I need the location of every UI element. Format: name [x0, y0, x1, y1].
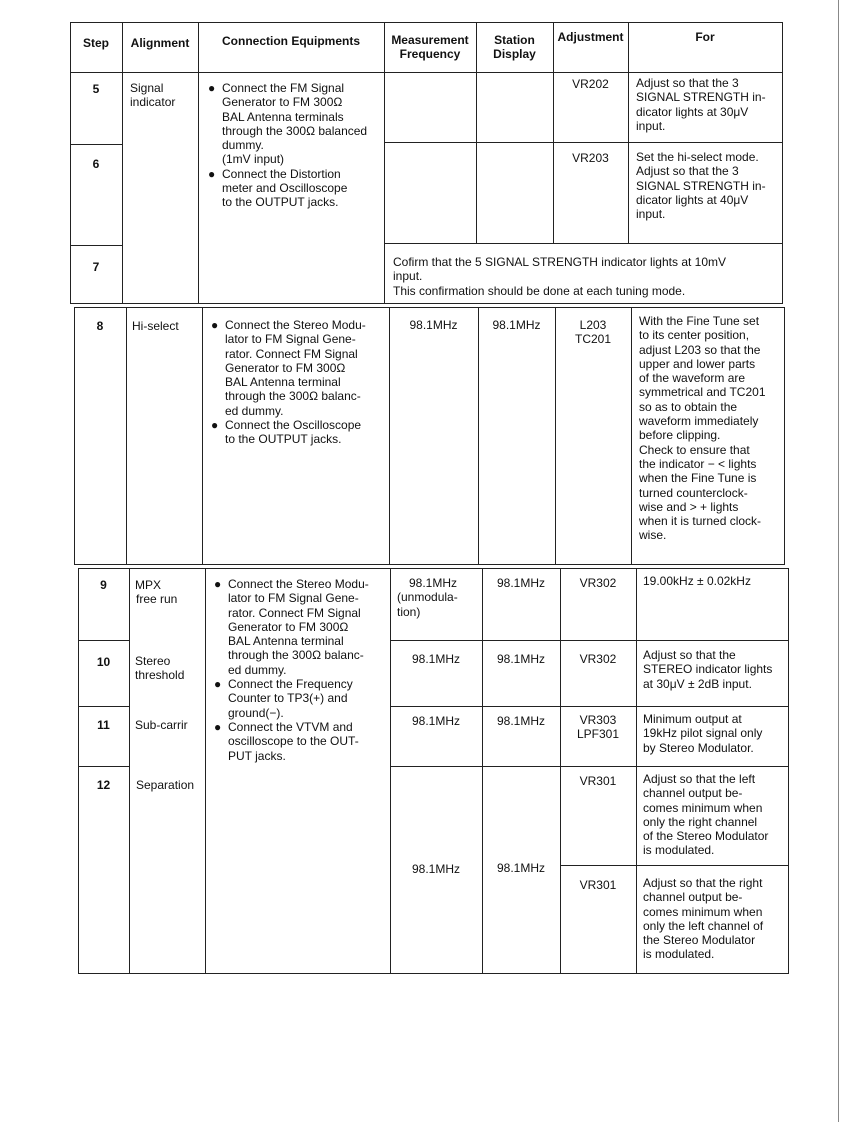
step-7: 7 [92, 260, 100, 274]
measurement-12: 98.1MHz [411, 862, 461, 876]
alignment-5: Signal indicator [130, 81, 176, 110]
connection-5-6-item-2: ● Connect the Distortion meter and Oscilloscope to the OUTPUT jacks. [208, 166, 348, 210]
header-alignment: Alignment [130, 36, 190, 50]
measurement-8: 98.1MHz [409, 318, 458, 332]
page-edge-line [838, 0, 839, 1122]
adjustment-12a: VR301 [579, 774, 617, 788]
alignment-9: MPX free run [135, 578, 178, 607]
adjustment-9: VR302 [579, 576, 617, 590]
for-9: 19.00kHz ± 0.02kHz [643, 574, 751, 588]
connection-9-12-item-3: ● Connect the VTVM and oscilloscope to the OUT- PUT jacks. [214, 719, 359, 763]
measurement-10: 98.1MHz [411, 652, 461, 666]
connection-8-item-1: ● Connect the Stereo Modu- lator to FM Signal Gene- rator. Connect FM Signal Generator to FM 300Ω BAL Antenna terminal through the 300Ω balanc- ed dummy. [211, 318, 366, 418]
for-12a: Adjust so that the left channel output be- comes minimum when only the right channel of the Stereo Modulator is modulated. [643, 772, 769, 858]
connection-5-6 [207, 81, 379, 210]
adjustment-6: VR203 [572, 151, 609, 165]
for-11: Minimum output at 19kHz pilot signal only by Stereo Modulator. [643, 712, 763, 755]
step-11: 11 [97, 718, 110, 732]
note-7: Cofirm that the 5 SIGNAL STRENGTH indicator lights at 10mV input. This confirmation should be done at each tuning mode. [393, 255, 727, 298]
station-12: 98.1MHz [496, 861, 546, 875]
for-12b: Adjust so that the right channel output be- comes minimum when only the left channel of the Stereo Modulator is modulated. [643, 876, 764, 962]
alignment-8: Hi-select [132, 319, 179, 333]
alignment-11: Sub-carrir [135, 718, 188, 732]
header-step: Step [82, 36, 109, 50]
adjustment-12b: VR301 [579, 878, 617, 892]
station-10: 98.1MHz [496, 652, 546, 666]
measurement-9: 98.1MHz (unmodula- tion) [397, 576, 458, 619]
adjustment-11: VR303 LPF301 [576, 713, 620, 742]
connection-5-6-item-1: ● Connect the FM Signal Generator to FM 300Ω BAL Antenna terminals through the 300Ω balanced dummy. (1mV input) [208, 81, 368, 167]
connection-9-12-item-1: ● Connect the Stereo Modu- lator to FM Signal Gene- rator. Connect FM Signal Generator to FM 300Ω BAL Antenna terminal through the 300Ω balanc- ed dummy. [214, 577, 369, 677]
station-8: 98.1MHz [492, 318, 541, 332]
adjustment-8: L203 TC201 [574, 318, 612, 347]
step-9: 9 [100, 578, 107, 592]
step-8: 8 [96, 319, 104, 333]
alignment-10: Stereo threshold [135, 654, 185, 683]
measurement-11: 98.1MHz [411, 714, 461, 728]
header-connection: Connection Equipments [222, 34, 360, 48]
header-station: Station Display [493, 33, 536, 61]
for-6: Set the hi-select mode. Adjust so that the 3 SIGNAL STRENGTH in- dicator lights at 40μV input. [636, 150, 766, 222]
step-5: 5 [92, 82, 100, 96]
header-for: For [695, 30, 715, 44]
station-11: 98.1MHz [496, 714, 546, 728]
station-9: 98.1MHz [496, 576, 546, 590]
connection-9-12 [213, 577, 385, 763]
connection-8-item-2: ● Connect the Oscilloscope to the OUTPUT jacks. [211, 418, 362, 447]
header-measurement: Measurement Frequency [391, 33, 469, 61]
step-10: 10 [96, 655, 111, 669]
header-adjustment: Adjustment [557, 30, 624, 44]
for-10: Adjust so that the STEREO indicator lights at 30μV ± 2dB input. [643, 648, 773, 691]
step-12: 12 [96, 778, 111, 792]
for-5: Adjust so that the 3 SIGNAL STRENGTH in- dicator lights at 30μV input. [636, 76, 766, 133]
connection-8 [210, 318, 382, 447]
alignment-12: Separation [136, 778, 195, 792]
connection-9-12-item-2: ● Connect the Frequency Counter to TP3(+) and ground(−). [214, 677, 353, 720]
adjustment-5: VR202 [572, 77, 609, 91]
step-6: 6 [92, 157, 100, 171]
for-8: With the Fine Tune set to its center position, adjust L203 so that the upper and lower parts of the waveform are symmetrical and TC201 so as to obtain the waveform immediately before clipping. Check to ensure that the indicator − < lights when the Fine Tune is turned counterclock- wise and > + lights when it is turned clock- wise. [639, 314, 766, 543]
adjustment-10: VR302 [579, 652, 617, 666]
